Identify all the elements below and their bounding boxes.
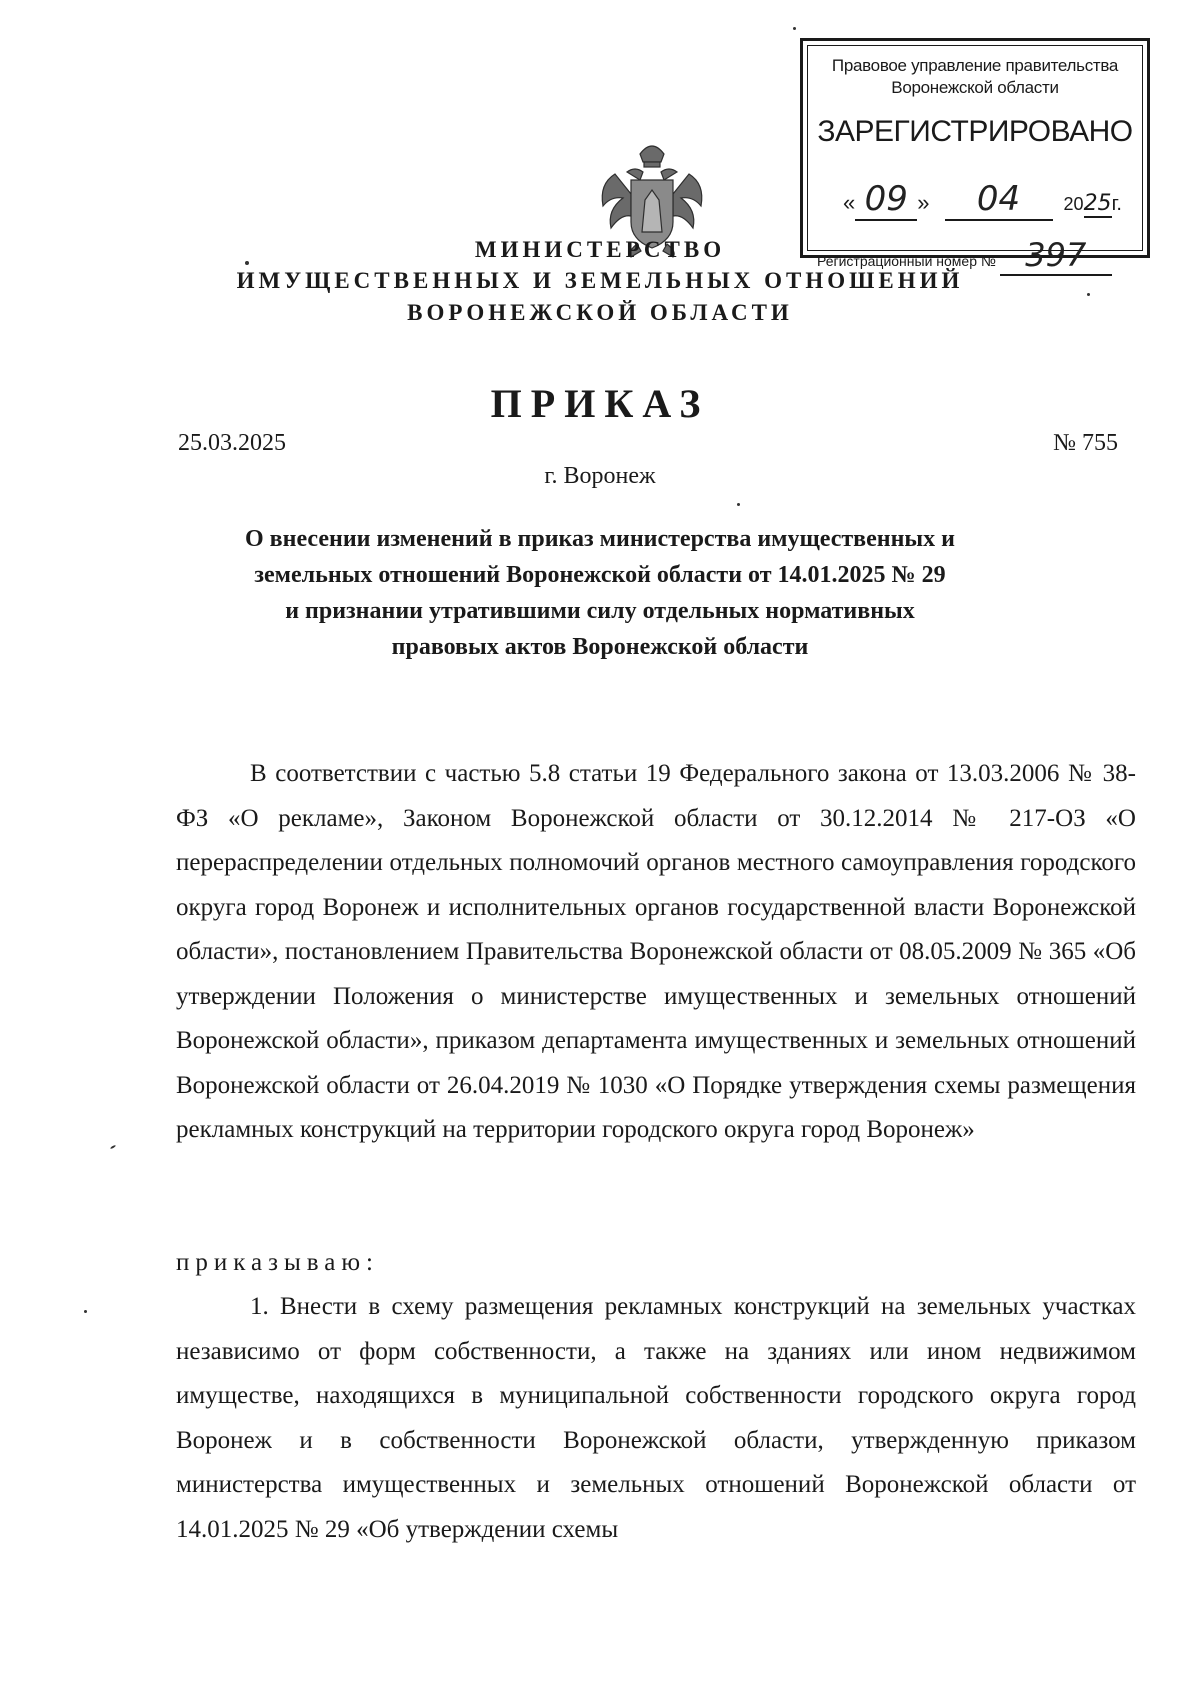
order-word: приказываю: bbox=[176, 1249, 379, 1276]
scan-speck bbox=[245, 261, 249, 265]
subject-line: О внесении изменений в приказ министерства имущественных и bbox=[245, 526, 955, 552]
stamp-month: 04 bbox=[945, 179, 1053, 221]
order-city: г. Воронеж bbox=[544, 463, 656, 489]
order-subject bbox=[150, 521, 1050, 665]
subject-line: земельных отношений Воронежской области от 14.01.2025 № 29 bbox=[254, 562, 946, 588]
stamp-org-line-2: Воронежской области bbox=[891, 78, 1059, 97]
item-1-paragraph: 1. Внести в схему размещения рекламных конструкций на земельных участках независимо от форм собственности, а также на зданиях или ином недвижимом имуществе, находящихся в муниципальной собственности городского округа город Воронеж и в собственности Воронежской области, утвержденную приказом министерства имущественных и земельных отношений Воронежской области от 14.01.2025 № 29 «Об утверждении схемы bbox=[176, 1293, 1136, 1543]
scan-speck bbox=[84, 1310, 87, 1313]
stamp-reg-label: Регистрационный номер № bbox=[817, 253, 996, 269]
stamp-reg-value: 397 bbox=[1000, 236, 1112, 276]
order-number: № 755 bbox=[1053, 430, 1118, 456]
order-date: 25.03.2025 bbox=[178, 430, 286, 456]
subject-line: правовых актов Воронежской области bbox=[391, 634, 809, 660]
subject-line: и признании утратившими силу отдельных нормативных bbox=[285, 598, 915, 624]
stamp-year-prefix: 20 bbox=[1063, 194, 1084, 214]
stamp-date: « 09 » 04 2025г. bbox=[843, 179, 1122, 219]
preamble-paragraph: В соответствии с частью 5.8 статьи 19 Федерального закона от 13.03.2006 № 38-ФЗ «О рекламе», Законом Воронежской области от 30.12.2014 № 217-ОЗ «О перераспределении отдельных полномочий органов местного самоуправления городского округа город Воронеж и исполнительных органов государственной власти Воронежской области», постановлением Правительства Воронежской области от 08.05.2009 № 365 «Об утверждении Положения о министерстве имущественных и земельных отношений Воронежской области», приказом департамента имущественных и земельных отношений Воронежской области от 26.04.2019 № 1030 «О Порядке утверждения схемы размещения рекламных конструкций на территории городского округа город Воронеж» bbox=[176, 760, 1136, 1143]
scan-speck bbox=[110, 1145, 116, 1150]
scan-speck bbox=[737, 503, 740, 506]
ministry-name-line-1: МИНИСТЕРСТВО bbox=[474, 237, 726, 262]
order-title: ПРИКАЗ bbox=[490, 381, 710, 426]
stamp-day: 09 bbox=[855, 179, 917, 221]
stamp-year-suffix: 25 bbox=[1083, 191, 1112, 216]
scan-speck bbox=[1087, 293, 1090, 296]
stamp-org-line-1: Правовое управление правительства bbox=[831, 56, 1119, 75]
registration-stamp bbox=[800, 38, 1150, 274]
ministry-name-line-3: ВОРОНЕЖСКОЙ ОБЛАСТИ bbox=[407, 300, 793, 325]
stamp-registered-label: ЗАРЕГИСТРИРОВАНО bbox=[817, 115, 1133, 148]
stamp-year-unit: г. bbox=[1111, 193, 1122, 215]
ministry-name-line-2: ИМУЩЕСТВЕННЫХ И ЗЕМЕЛЬНЫХ ОТНОШЕНИЙ bbox=[236, 268, 964, 293]
scan-speck bbox=[793, 27, 796, 30]
